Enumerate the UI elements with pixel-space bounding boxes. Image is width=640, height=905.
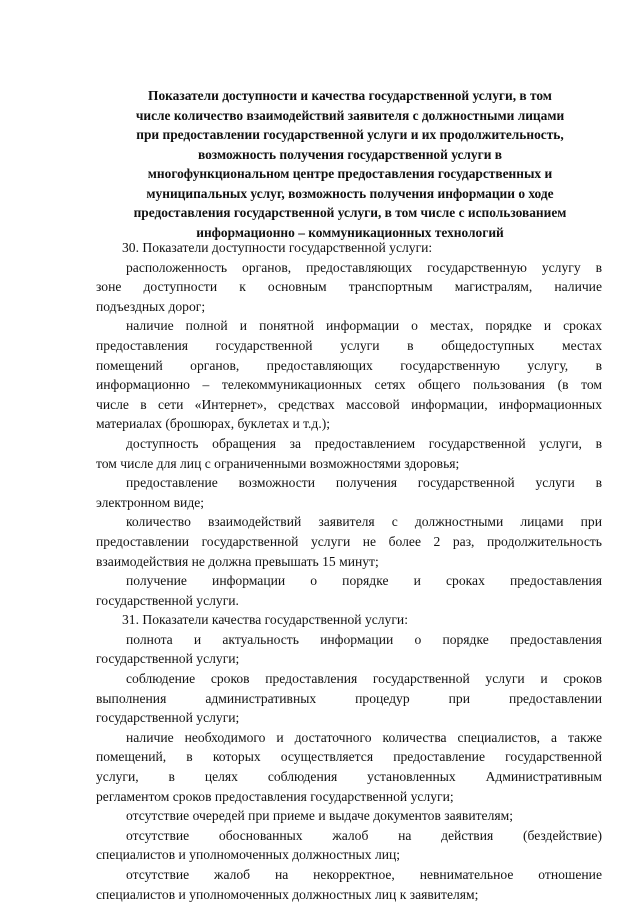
paragraph-line: отсутствие жалоб на некорректное, невнимательное отношение [126,867,602,882]
paragraph-line: специалистов и уполномоченных должностных лиц; [96,847,401,863]
paragraph-line: количество взаимодействий заявителя с должностными лицами при [126,514,602,530]
heading-line: возможность получения государственной услуги в [197,146,503,162]
paragraph-line: государственной услуги; [96,651,240,667]
heading-line: при предоставлении государственной услуги и их продолжительность, [136,127,564,142]
paragraph-line: предоставления государственной услуги в общедоступных местах [96,337,602,353]
paragraph-line-item-30: 30. Показатели доступности государственной услуги: [122,240,433,255]
paragraph-line: отсутствие очередей при приеме и выдаче документов заявителям; [126,808,513,824]
paragraph-line: взаимодействия не должна превышать 15 минут; [96,553,379,569]
document-body [96,238,602,904]
heading-line: Показатели доступности и качества государственной услуги, в том [148,88,552,103]
paragraph-line: помещений, в которых осуществляется предоставление государственной [96,749,602,765]
paragraph-line: числе в сети «Интернет», средствах массовой информации, информационных [96,396,602,412]
paragraph-line: отсутствие обоснованных жалоб на действия (бездействие) [126,827,602,843]
paragraph-line: регламентом сроков предоставления государственной услуги; [96,788,454,804]
paragraph-line: информационно – телекоммуникационных сетях общего пользования (в том [96,377,602,393]
paragraph-line: соблюдение сроков предоставления государственной услуги и сроков [126,671,602,687]
paragraph-line: доступность обращения за предоставлением государственной услуги, в [126,435,602,451]
paragraph-line: наличие полной и понятной информации о местах, порядке и сроках [126,318,602,334]
paragraph-line: зоне доступности к основным транспортным магистралям, наличие [96,279,602,295]
paragraph-line: том числе для лиц с ограниченными возможностями здоровья; [96,455,460,471]
paragraph-line: подъездных дорог; [96,298,206,314]
paragraph-line: выполнения административных процедур при предоставлении [96,690,602,706]
paragraph-line: предоставление возможности получения государственной услуги в [126,475,602,491]
paragraph-line: материалах (брошюрах, буклетах и т.д.); [96,416,331,432]
paragraph-line: предоставлении государственной услуги не более 2 раз, продолжительность [96,533,602,549]
heading-line: многофункциональном центре предоставления государственных и [147,166,553,181]
paragraph-line: государственной услуги. [96,592,239,608]
paragraph-line: полнота и актуальность информации о порядке предоставления [126,631,602,647]
paragraph-line: наличие необходимого и достаточного количества специалистов, а также [126,729,602,745]
paragraph-line: услуги, в целях соблюдения установленных Административным [96,769,602,785]
heading-line: предоставления государственной услуги, в том числе с использованием [133,205,567,220]
paragraph-line: государственной услуги; [96,710,240,726]
paragraph-line: помещений органов, предоставляющих государственную услугу, в [96,357,602,373]
paragraph-line: расположенность органов, предоставляющих государственную услугу в [126,259,602,275]
heading-line: информационно – коммуникационных технологий [196,224,504,240]
paragraph-line: специалистов и уполномоченных должностных лиц к заявителям; [96,886,479,902]
heading-line: числе количество взаимодействий заявителя с должностными лицами [135,107,565,123]
section-heading [98,86,602,242]
paragraph-line: получение информации о порядке и сроках предоставления [126,573,602,589]
heading-line: муниципальных услуг, возможность получения информации о ходе [146,185,554,201]
paragraph-line-item-31: 31. Показатели качества государственной услуги: [122,612,408,628]
paragraph-line: электронном виде; [96,494,205,510]
